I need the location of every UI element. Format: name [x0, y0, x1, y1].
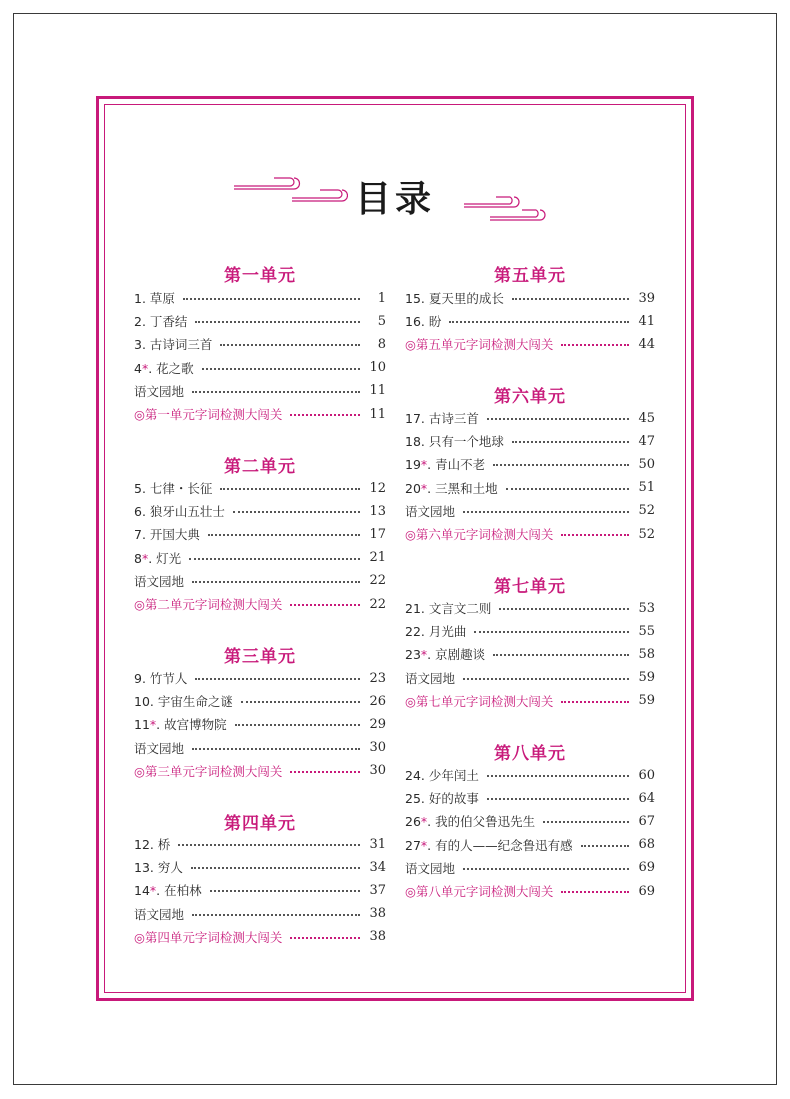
toc-entry[interactable] [405, 409, 655, 427]
toc-entry[interactable] [405, 859, 655, 877]
dot-leader [192, 748, 360, 750]
toc-entry[interactable] [134, 595, 386, 613]
toc-entry[interactable] [134, 525, 386, 543]
dot-leader [463, 678, 629, 680]
toc-entry[interactable] [134, 572, 386, 590]
toc-entry-title [134, 382, 184, 400]
test-title: 第四单元字词检测大闯关 [144, 929, 283, 945]
toc-entry-title [134, 335, 212, 353]
dot-leader [220, 344, 360, 346]
toc-entry[interactable] [134, 359, 386, 377]
toc-entry-title [405, 882, 553, 900]
dot-leader [195, 321, 360, 323]
lesson-number-dot: . [141, 291, 150, 306]
lesson-title: 我的伯父鲁迅先生 [435, 814, 536, 830]
toc-entry[interactable] [405, 289, 655, 307]
lesson-number: 19 [405, 457, 421, 473]
lesson-number-dot: . [420, 411, 429, 426]
toc-entry-title [134, 572, 184, 590]
page-number: 68 [638, 837, 655, 853]
lesson-number-dot: . [149, 860, 158, 876]
dot-leader [506, 488, 629, 490]
toc-entry-title [134, 928, 282, 946]
dot-leader [290, 937, 360, 939]
dot-leader [290, 771, 360, 773]
lesson-title: 花之歌 [156, 360, 194, 376]
lesson-title: 青山不老 [435, 457, 486, 473]
optional-star-icon: * [420, 814, 428, 830]
page-number: 37 [369, 882, 386, 898]
lesson-number: 21 [405, 601, 421, 616]
toc-entry-title [134, 502, 225, 520]
page-number: 38 [369, 929, 386, 945]
dot-leader [474, 631, 629, 633]
lesson-title: 在柏林 [164, 883, 202, 899]
page-number: 8 [377, 336, 386, 352]
toc-entry[interactable] [405, 455, 655, 473]
lesson-number: 20 [405, 480, 421, 496]
toc-entry-title [405, 409, 479, 427]
dot-leader [512, 298, 629, 300]
toc-entry[interactable] [134, 382, 386, 400]
dot-leader [202, 368, 360, 370]
test-title: 第一单元字词检测大闯关 [144, 407, 283, 422]
toc-entry[interactable] [134, 762, 386, 780]
lesson-number-dot: . [427, 457, 436, 473]
dot-leader [183, 298, 360, 300]
lesson-title: 只有一个地球 [428, 434, 504, 450]
page-number: 11 [369, 406, 386, 422]
toc-entry[interactable] [405, 432, 655, 450]
lesson-title: 好的故事 [428, 791, 479, 807]
lesson-number: 2 [134, 314, 142, 330]
unit-heading: 第四单元 [224, 814, 296, 834]
toc-entry-title [134, 405, 282, 423]
toc-entry-title [134, 881, 202, 899]
dot-leader [220, 488, 360, 490]
toc-entry[interactable] [405, 669, 655, 687]
page-number: 41 [638, 313, 655, 329]
page-number: 23 [369, 670, 386, 686]
dot-leader [449, 321, 629, 323]
toc-entry-title [405, 479, 498, 497]
dot-leader [195, 678, 360, 680]
toc-entry-title [134, 312, 187, 330]
garden-title: 语文园地 [405, 860, 456, 876]
lesson-number: 16 [405, 314, 421, 330]
toc-entry[interactable] [134, 289, 386, 307]
page-number: 53 [638, 600, 655, 616]
toc-entry-title [405, 669, 455, 687]
optional-star-icon: * [149, 883, 157, 899]
toc-entry-title [405, 645, 485, 663]
dot-leader [561, 534, 629, 536]
toc-entry-title [405, 789, 479, 807]
lesson-title: 盼 [428, 314, 442, 330]
dot-leader [189, 558, 360, 560]
toc-entry-title [405, 289, 504, 307]
page-number: 59 [638, 670, 655, 686]
lesson-number: 18 [405, 434, 421, 450]
page-number: 12 [369, 480, 386, 496]
toc-entry[interactable] [405, 789, 655, 807]
dot-leader [543, 821, 629, 823]
lesson-number-dot: . [141, 671, 150, 686]
dot-leader [208, 534, 360, 536]
lesson-number-dot: . [149, 837, 158, 852]
lesson-number-dot: . [427, 647, 436, 663]
toc-entry-title [134, 479, 212, 497]
lesson-number: 7 [134, 527, 142, 543]
page-number: 17 [369, 526, 386, 542]
lesson-title: 狼牙山五壮士 [149, 504, 225, 520]
page-number: 59 [638, 693, 655, 709]
lesson-title: 三黑和土地 [435, 480, 498, 496]
toc-entry[interactable] [134, 502, 386, 520]
page-number: 55 [638, 623, 655, 639]
test-title: 第三单元字词检测大闯关 [144, 763, 283, 779]
lesson-number-dot: . [420, 624, 429, 640]
lesson-title: 古诗词三首 [149, 337, 213, 353]
lesson-number-dot: . [420, 291, 429, 306]
lesson-title: 穷人 [157, 860, 183, 876]
page-number: 22 [369, 596, 386, 612]
lesson-title: 故宫博物院 [164, 717, 227, 733]
toc-entry[interactable] [405, 812, 655, 830]
lesson-number: 17 [405, 411, 421, 426]
lesson-title: 七律・长征 [149, 481, 213, 496]
dot-leader [178, 844, 360, 846]
lesson-number-dot: . [427, 814, 436, 830]
page-number: 1 [377, 290, 386, 306]
page-number: 52 [638, 526, 655, 542]
lesson-number: 9 [134, 671, 142, 686]
toc-entry-title [405, 812, 535, 830]
toc-entry-title [134, 835, 170, 853]
page-number: 13 [369, 503, 386, 519]
lesson-number-dot: . [141, 481, 150, 496]
lesson-number-dot: . [420, 791, 429, 807]
lesson-number-dot: . [141, 314, 150, 330]
toc-entry[interactable] [134, 858, 386, 876]
test-title: 第七单元字词检测大闯关 [415, 693, 554, 709]
lesson-title: 古诗三首 [428, 411, 479, 426]
toc-entry[interactable] [134, 405, 386, 423]
toc-entry[interactable] [134, 669, 386, 687]
page-number: 67 [638, 813, 655, 829]
test-mark-icon: ◎ [405, 884, 416, 899]
unit-heading: 第五单元 [494, 266, 566, 286]
page-number: 34 [369, 859, 386, 875]
toc-entry[interactable] [134, 549, 386, 567]
lesson-number-dot: . [141, 504, 150, 520]
toc-entry[interactable] [405, 692, 655, 710]
lesson-number-dot: . [420, 601, 429, 616]
page-number: 22 [369, 573, 386, 589]
test-mark-icon: ◎ [134, 763, 145, 779]
dot-leader [233, 511, 360, 513]
toc-entry-title [134, 739, 184, 757]
garden-title: 语文园地 [134, 740, 185, 756]
lesson-title: 文言文二则 [428, 601, 492, 616]
lesson-number: 6 [134, 504, 142, 520]
toc-entry-title [405, 335, 553, 353]
lesson-title: 有的人——纪念鲁迅有感 [435, 837, 573, 853]
toc-entry-title [134, 762, 282, 780]
toc-entry-title [405, 525, 553, 543]
lesson-title: 夏天里的成长 [428, 291, 504, 306]
dot-leader [499, 608, 629, 610]
garden-title: 语文园地 [134, 906, 185, 922]
lesson-number: 11 [134, 717, 150, 733]
toc-entry-title [405, 455, 485, 473]
page-number: 21 [369, 550, 386, 566]
lesson-title: 京剧趣谈 [435, 647, 486, 663]
toc-entry-title [405, 836, 573, 854]
toc-entry-title [405, 599, 491, 617]
lesson-number-dot: . [156, 883, 165, 899]
page-number: 31 [369, 836, 386, 852]
toc-entry[interactable] [134, 835, 386, 853]
lesson-number-dot: . [420, 434, 429, 450]
toc-entry[interactable] [405, 882, 655, 900]
lesson-number: 1 [134, 291, 142, 306]
garden-title: 语文园地 [134, 383, 185, 399]
toc-entry-title [134, 525, 200, 543]
page-number: 38 [369, 906, 386, 922]
dot-leader [512, 441, 629, 443]
lesson-number: 24 [405, 768, 421, 783]
lesson-number: 25 [405, 791, 421, 807]
toc-entry[interactable] [405, 525, 655, 543]
lesson-number: 22 [405, 624, 421, 640]
toc-entry-title [134, 549, 181, 567]
toc-entry[interactable] [405, 836, 655, 854]
toc-entry[interactable] [405, 335, 655, 353]
toc-entry-title [405, 312, 441, 330]
dot-leader [561, 344, 629, 346]
page-number: 10 [369, 360, 386, 376]
toc-entry[interactable] [134, 692, 386, 710]
lesson-number: 15 [405, 291, 421, 306]
page-number: 44 [638, 336, 655, 352]
toc-entry-title [405, 859, 455, 877]
toc-entry[interactable] [405, 479, 655, 497]
lesson-number-dot: . [420, 768, 429, 783]
lesson-number-dot: . [427, 837, 436, 853]
page-number: 5 [377, 313, 386, 329]
lesson-title: 草原 [149, 291, 175, 306]
optional-star-icon: * [420, 457, 428, 473]
toc-entry[interactable] [134, 905, 386, 923]
dot-leader [493, 654, 629, 656]
optional-star-icon: * [141, 550, 149, 566]
page-number: 30 [369, 763, 386, 779]
dot-leader [290, 604, 360, 606]
page-title: 目录 [354, 178, 435, 220]
optional-star-icon: * [420, 647, 428, 663]
dot-leader [235, 724, 360, 726]
page-number: 60 [638, 767, 655, 783]
optional-star-icon: * [420, 480, 428, 496]
test-mark-icon: ◎ [405, 693, 416, 709]
optional-star-icon: * [141, 360, 149, 376]
toc-entry-title [405, 766, 479, 784]
lesson-number: 4 [134, 360, 142, 376]
test-mark-icon: ◎ [134, 929, 145, 945]
dot-leader [192, 581, 360, 583]
dot-leader [561, 891, 629, 893]
lesson-number-dot: . [149, 694, 158, 710]
dot-leader [581, 845, 629, 847]
toc-entry-title [134, 669, 187, 687]
page-number: 30 [369, 740, 386, 756]
dot-leader [210, 890, 360, 892]
lesson-title: 宇宙生命之谜 [157, 694, 233, 710]
lesson-number: 8 [134, 550, 142, 566]
test-mark-icon: ◎ [405, 527, 416, 542]
lesson-number-dot: . [148, 360, 157, 376]
lesson-number: 13 [134, 860, 150, 876]
page-number: 39 [638, 290, 655, 306]
lesson-title: 月光曲 [428, 624, 467, 640]
page-number: 58 [638, 646, 655, 662]
lesson-number-dot: . [141, 527, 150, 543]
toc-entry-title [134, 905, 184, 923]
garden-title: 语文园地 [405, 503, 456, 519]
dot-leader [493, 464, 629, 466]
dot-leader [487, 775, 629, 777]
lesson-title: 少年闰土 [428, 768, 479, 783]
test-title: 第二单元字词检测大闯关 [144, 597, 283, 612]
unit-heading: 第一单元 [224, 266, 296, 286]
toc-entry-title [405, 692, 553, 710]
lesson-number: 27 [405, 837, 421, 853]
toc-entry-title [134, 692, 233, 710]
page-number: 51 [638, 480, 655, 496]
lesson-number-dot: . [141, 337, 150, 353]
dot-leader [487, 798, 629, 800]
page-number: 69 [638, 860, 655, 876]
test-mark-icon: ◎ [134, 407, 145, 422]
lesson-number-dot: . [148, 550, 157, 566]
dot-leader [290, 414, 360, 416]
dot-leader [463, 868, 629, 870]
toc-entry[interactable] [134, 739, 386, 757]
page-number: 47 [638, 433, 655, 449]
toc-entry[interactable] [134, 479, 386, 497]
toc-entry[interactable] [134, 312, 386, 330]
lesson-number: 23 [405, 647, 421, 663]
page-number: 29 [369, 716, 386, 732]
toc-entry-title [134, 595, 282, 613]
toc-entry[interactable] [405, 645, 655, 663]
test-title: 第八单元字词检测大闯关 [415, 884, 554, 899]
lesson-number: 10 [134, 694, 150, 710]
toc-entry-title [405, 432, 504, 450]
page-number: 69 [638, 883, 655, 899]
dot-leader [192, 391, 360, 393]
page-number: 11 [369, 383, 386, 399]
toc-entry-title [405, 622, 466, 640]
optional-star-icon: * [420, 837, 428, 853]
lesson-title: 灯光 [156, 550, 182, 566]
toc-entry-title [134, 715, 227, 733]
dot-leader [561, 701, 629, 703]
unit-heading: 第二单元 [224, 457, 296, 477]
toc-entry[interactable] [134, 881, 386, 899]
lesson-number: 5 [134, 481, 142, 496]
toc-entry-title [134, 858, 183, 876]
unit-heading: 第八单元 [494, 744, 566, 764]
toc-entry-title [134, 359, 194, 377]
lesson-number: 14 [134, 883, 150, 899]
page-number: 52 [638, 503, 655, 519]
dot-leader [192, 914, 360, 916]
toc-entry-title [405, 502, 455, 520]
page-number: 26 [369, 693, 386, 709]
lesson-number-dot: . [420, 314, 429, 330]
dot-leader [487, 418, 629, 420]
lesson-number: 3 [134, 337, 142, 353]
lesson-number-dot: . [156, 717, 165, 733]
optional-star-icon: * [149, 717, 157, 733]
toc-entry-title [134, 289, 175, 307]
unit-heading: 第六单元 [494, 387, 566, 407]
page-number: 50 [638, 456, 655, 472]
unit-heading: 第三单元 [224, 647, 296, 667]
lesson-title: 竹节人 [149, 671, 188, 686]
test-title: 第五单元字词检测大闯关 [415, 337, 554, 353]
lesson-title: 开国大典 [149, 527, 200, 543]
toc-entry[interactable] [405, 502, 655, 520]
garden-title: 语文园地 [134, 573, 185, 589]
toc-entry[interactable] [134, 715, 386, 733]
lesson-number: 12 [134, 837, 150, 852]
toc-entry[interactable] [405, 766, 655, 784]
test-mark-icon: ◎ [134, 597, 145, 612]
dot-leader [191, 867, 360, 869]
unit-heading: 第七单元 [494, 577, 566, 597]
garden-title: 语文园地 [405, 670, 456, 686]
toc-entry[interactable] [134, 335, 386, 353]
test-mark-icon: ◎ [405, 337, 416, 353]
toc-entry[interactable] [134, 928, 386, 946]
toc-entry[interactable] [405, 312, 655, 330]
page-number: 45 [638, 410, 655, 426]
toc-entry[interactable] [405, 599, 655, 617]
toc-entry[interactable] [405, 622, 655, 640]
test-title: 第六单元字词检测大闯关 [415, 527, 554, 542]
dot-leader [463, 511, 629, 513]
page-number: 64 [638, 790, 655, 806]
lesson-title: 桥 [157, 837, 171, 852]
lesson-title: 丁香结 [149, 314, 188, 330]
dot-leader [241, 701, 360, 703]
lesson-number-dot: . [427, 480, 436, 496]
lesson-number: 26 [405, 814, 421, 830]
